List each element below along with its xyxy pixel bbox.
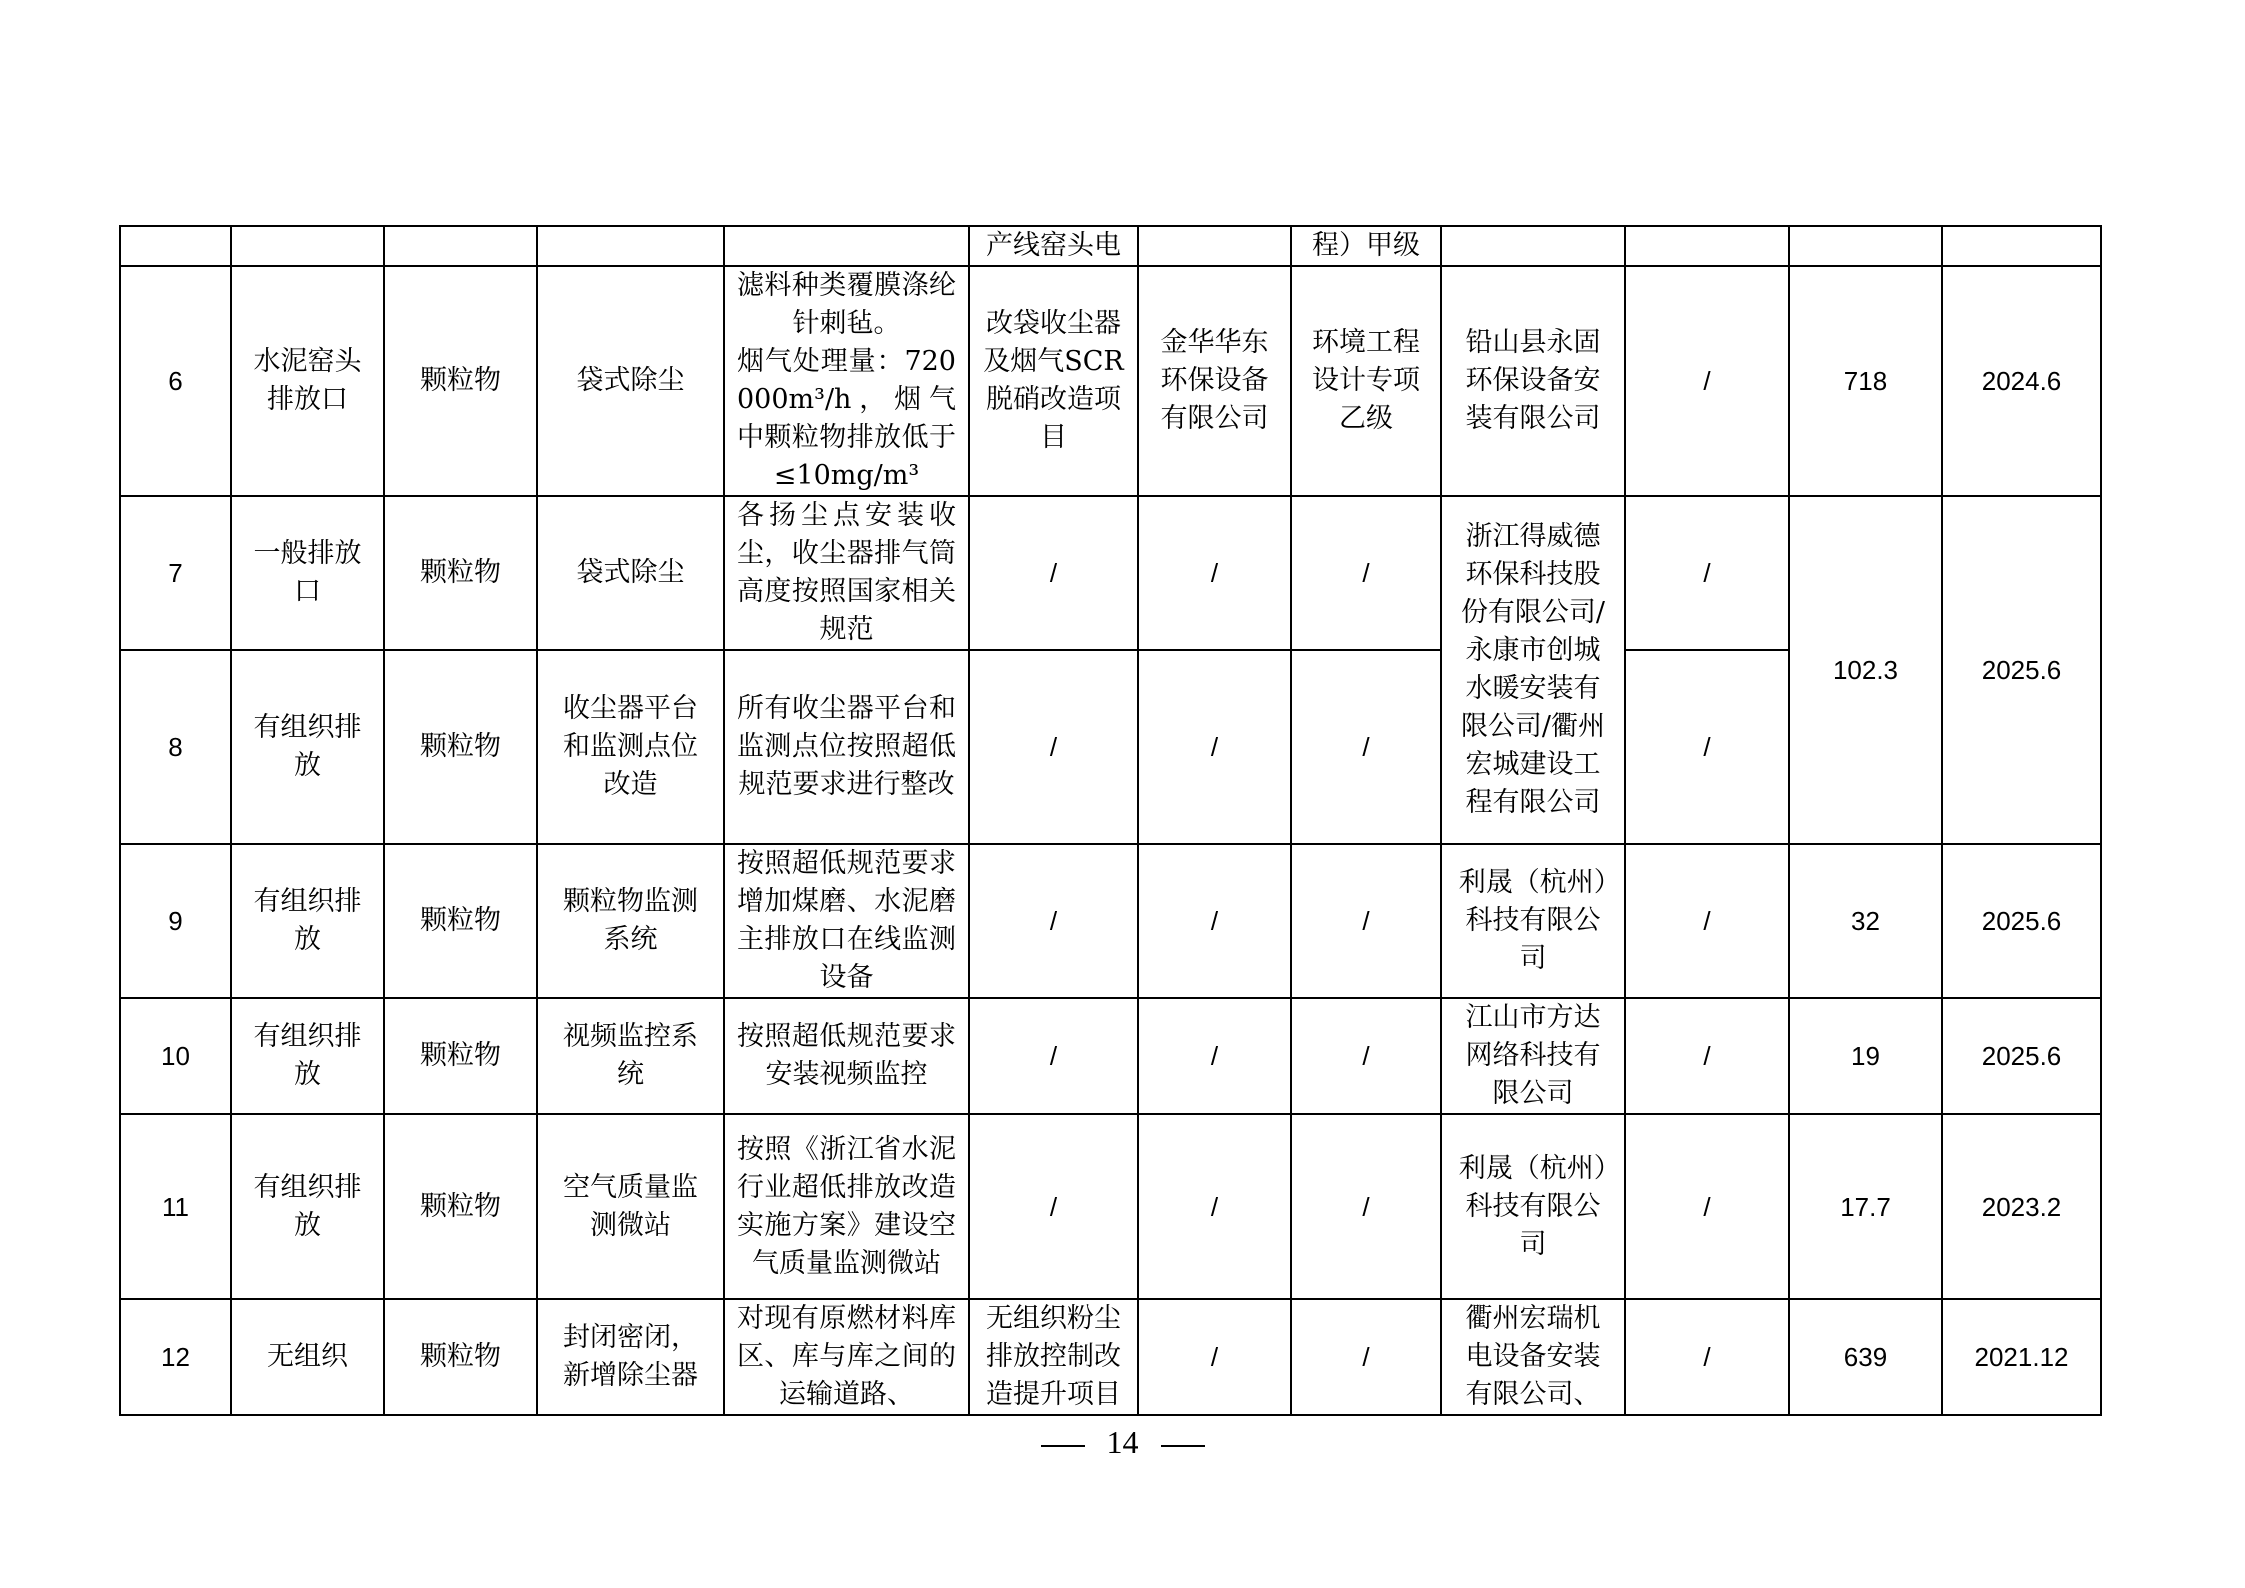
outlet-cell: 有组织排放 bbox=[231, 844, 384, 998]
design-unit-cell: / bbox=[1138, 1114, 1291, 1299]
qualification-cell: / bbox=[1291, 1114, 1441, 1299]
slash-cell: / bbox=[1625, 844, 1789, 998]
slash-cell: / bbox=[1625, 496, 1789, 650]
slash-cell: / bbox=[1625, 998, 1789, 1114]
contractor-cell: 衢州宏瑞机电设备安装有限公司、 bbox=[1441, 1299, 1625, 1415]
contractor-cell: 江山市方达网络科技有限公司 bbox=[1441, 998, 1625, 1114]
amount-cell: 32 bbox=[1789, 844, 1942, 998]
page-footer bbox=[0, 1424, 2245, 1461]
slash-cell: / bbox=[1625, 1299, 1789, 1415]
amount-cell: 718 bbox=[1789, 266, 1942, 496]
date-cell: 2021.12 bbox=[1942, 1299, 2101, 1415]
project-cell: / bbox=[969, 998, 1138, 1114]
cell-empty bbox=[1625, 226, 1789, 266]
row-number: 12 bbox=[120, 1299, 231, 1415]
page-number: 14 bbox=[1106, 1424, 1139, 1460]
detail-cell: 按照超低规范要求增加煤磨、水泥磨主排放口在线监测设备 bbox=[724, 844, 969, 998]
cell-empty bbox=[384, 226, 537, 266]
project-cell: / bbox=[969, 1114, 1138, 1299]
qualification-cell: / bbox=[1291, 998, 1441, 1114]
contractor-cell: 利晟（杭州）科技有限公司 bbox=[1441, 844, 1625, 998]
table-row bbox=[120, 844, 2101, 998]
pollutant-cell: 颗粒物 bbox=[384, 1114, 537, 1299]
design-unit-cell: 金华华东环保设备有限公司 bbox=[1138, 266, 1291, 496]
slash-cell: / bbox=[1625, 266, 1789, 496]
cell-empty bbox=[724, 226, 969, 266]
date-cell: 2025.6 bbox=[1942, 998, 2101, 1114]
cell-empty bbox=[1942, 226, 2101, 266]
cell-empty bbox=[1138, 226, 1291, 266]
measure-cell: 袋式除尘 bbox=[537, 496, 724, 650]
cell-empty bbox=[1789, 226, 1942, 266]
detail-cell: 滤料种类覆膜涤纶针刺毡。 烟气处理量：720000m³/h，烟气中颗粒物排放低于≤10mg/m³ bbox=[724, 266, 969, 496]
footer-dash-right bbox=[1161, 1445, 1205, 1447]
project-cell: / bbox=[969, 496, 1138, 650]
outlet-cell: 有组织排放 bbox=[231, 650, 384, 844]
pollutant-cell: 颗粒物 bbox=[384, 998, 537, 1114]
amount-cell: 17.7 bbox=[1789, 1114, 1942, 1299]
table-row bbox=[120, 266, 2101, 496]
merged-date-cell: 2025.6 bbox=[1942, 496, 2101, 844]
row-number: 11 bbox=[120, 1114, 231, 1299]
qualification-cell: / bbox=[1291, 844, 1441, 998]
project-cell: 改袋收尘器及烟气SCR脱硝改造项目 bbox=[969, 266, 1138, 496]
row-number: 9 bbox=[120, 844, 231, 998]
project-cell: / bbox=[969, 844, 1138, 998]
pollutant-cell: 颗粒物 bbox=[384, 844, 537, 998]
table-row bbox=[120, 496, 2101, 650]
outlet-cell: 有组织排放 bbox=[231, 1114, 384, 1299]
table-row bbox=[120, 1114, 2101, 1299]
row-number: 7 bbox=[120, 496, 231, 650]
qualification-cell: / bbox=[1291, 650, 1441, 844]
outlet-cell: 有组织排放 bbox=[231, 998, 384, 1114]
measure-cell: 视频监控系统 bbox=[537, 998, 724, 1114]
design-unit-cell: / bbox=[1138, 1299, 1291, 1415]
measure-cell: 颗粒物监测系统 bbox=[537, 844, 724, 998]
pollutant-cell: 颗粒物 bbox=[384, 650, 537, 844]
cell-empty bbox=[1441, 226, 1625, 266]
slash-cell: / bbox=[1625, 650, 1789, 844]
amount-cell: 19 bbox=[1789, 998, 1942, 1114]
measure-cell: 袋式除尘 bbox=[537, 266, 724, 496]
row-number: 10 bbox=[120, 998, 231, 1114]
measure-cell: 封闭密闭，新增除尘器 bbox=[537, 1299, 724, 1415]
design-unit-cell: / bbox=[1138, 844, 1291, 998]
design-unit-cell: / bbox=[1138, 496, 1291, 650]
project-cell: / bbox=[969, 650, 1138, 844]
table-row bbox=[120, 1299, 2101, 1415]
design-unit-cell: / bbox=[1138, 998, 1291, 1114]
contractor-cell: 铅山县永固环保设备安装有限公司 bbox=[1441, 266, 1625, 496]
row-number: 8 bbox=[120, 650, 231, 844]
merged-amount-cell: 102.3 bbox=[1789, 496, 1942, 844]
row-number: 6 bbox=[120, 266, 231, 496]
pollutant-cell: 颗粒物 bbox=[384, 1299, 537, 1415]
date-cell: 2025.6 bbox=[1942, 844, 2101, 998]
table-row bbox=[120, 998, 2101, 1114]
footer-dash-left bbox=[1041, 1445, 1085, 1447]
carry-over-row bbox=[120, 226, 2101, 266]
cell-empty bbox=[231, 226, 384, 266]
cell-empty bbox=[120, 226, 231, 266]
carry-project-cell: 产线窑头电 bbox=[969, 226, 1138, 266]
slash-cell: / bbox=[1625, 1114, 1789, 1299]
qualification-cell: / bbox=[1291, 496, 1441, 650]
pollutant-cell: 颗粒物 bbox=[384, 496, 537, 650]
qualification-cell: 环境工程设计专项乙级 bbox=[1291, 266, 1441, 496]
contractor-cell: 利晟（杭州）科技有限公司 bbox=[1441, 1114, 1625, 1299]
outlet-cell: 一般排放口 bbox=[231, 496, 384, 650]
date-cell: 2024.6 bbox=[1942, 266, 2101, 496]
measure-cell: 空气质量监测微站 bbox=[537, 1114, 724, 1299]
measure-cell: 收尘器平台和监测点位改造 bbox=[537, 650, 724, 844]
outlet-cell: 无组织 bbox=[231, 1299, 384, 1415]
merged-contractor-cell: 浙江得威德环保科技股份有限公司/永康市创城水暖安装有限公司/衢州宏城建设工程有限公司 bbox=[1441, 496, 1625, 844]
cell-empty bbox=[537, 226, 724, 266]
detail-cell: 按照超低规范要求安装视频监控 bbox=[724, 998, 969, 1114]
detail-cell: 按照《浙江省水泥行业超低排放改造实施方案》建设空气质量监测微站 bbox=[724, 1114, 969, 1299]
detail-cell: 对现有原燃材料库区、库与库之间的运输道路、 bbox=[724, 1299, 969, 1415]
project-cell: 无组织粉尘排放控制改造提升项目 bbox=[969, 1299, 1138, 1415]
amount-cell: 639 bbox=[1789, 1299, 1942, 1415]
detail-cell: 所有收尘器平台和监测点位按照超低规范要求进行整改 bbox=[724, 650, 969, 844]
design-unit-cell: / bbox=[1138, 650, 1291, 844]
pollutant-cell: 颗粒物 bbox=[384, 266, 537, 496]
detail-cell: 各扬尘点安装收尘，收尘器排气筒高度按照国家相关规范 bbox=[724, 496, 969, 650]
date-cell: 2023.2 bbox=[1942, 1114, 2101, 1299]
carry-qualification-cell: 程）甲级 bbox=[1291, 226, 1441, 266]
project-table bbox=[119, 225, 2102, 1416]
outlet-cell: 水泥窑头排放口 bbox=[231, 266, 384, 496]
qualification-cell: / bbox=[1291, 1299, 1441, 1415]
